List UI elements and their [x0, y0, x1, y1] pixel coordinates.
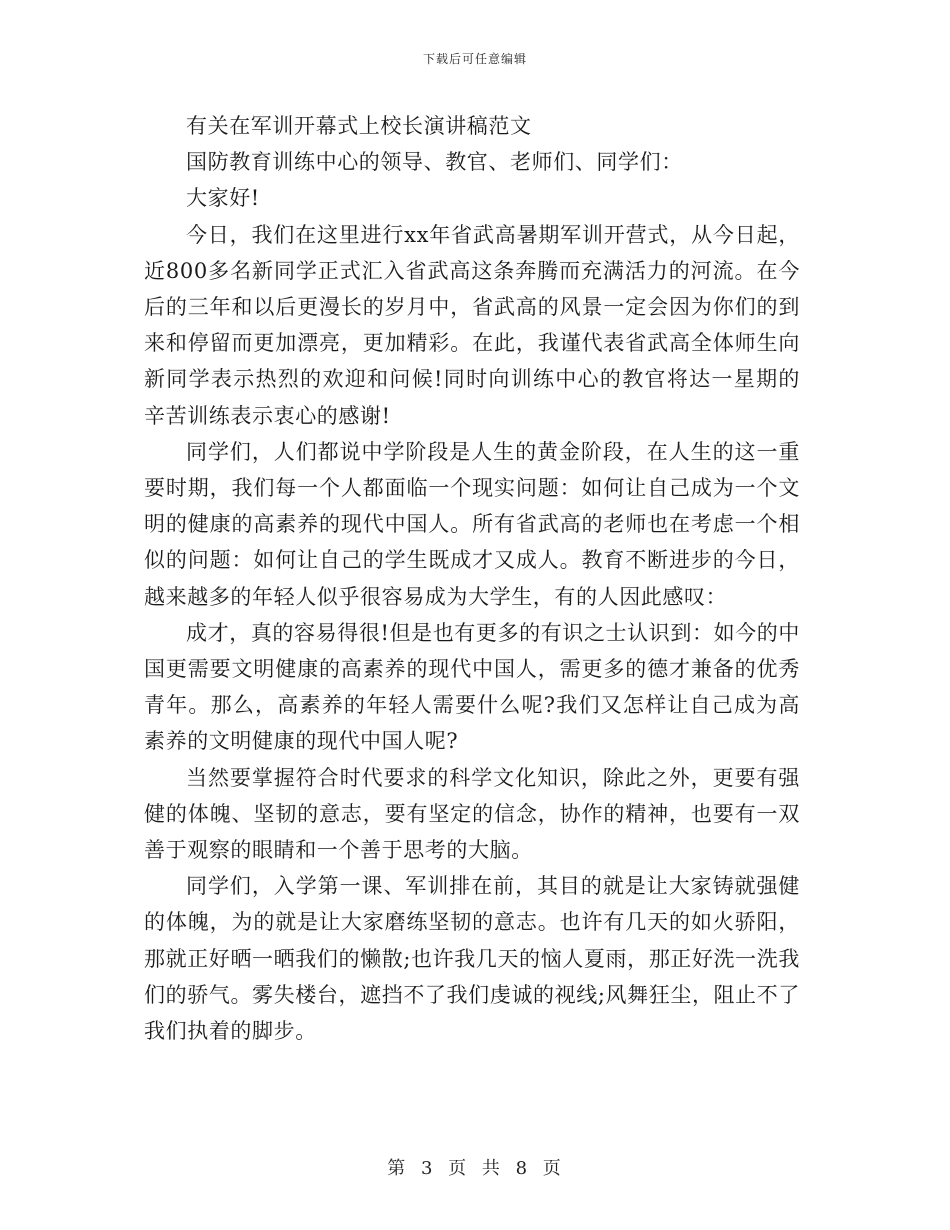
current-page-number: 3 — [420, 1158, 435, 1179]
page-label-mid: 页 — [448, 1158, 469, 1179]
total-label: 共 — [481, 1158, 502, 1179]
paragraph: 今日，我们在这里进行xx年省武高暑期军训开营式，从今日起，近800多名新同学正式汇入省武高这条奔腾而充满活力的河流。在今后的三年和以后更漫长的岁月中，省武高的风景一定会因为你们的到来和停留而更加漂亮，更加精彩。在此，我谨代表省武高全体师生向新同学表示热烈的欢迎和问候!同时向训练中心的教官将达一星期的辛苦训练表示衷心的感谢! — [144, 222, 800, 428]
paragraph: 成才，真的容易得很!但是也有更多的有识之士认识到：如今的中国更需要文明健康的高素养的现代中国人，需更多的德才兼备的优秀青年。那么，高素养的年轻人需要什么呢?我们又怎样让自己成为高素养的文明健康的现代中国人呢? — [144, 620, 800, 754]
paragraph: 当然要掌握符合时代要求的科学文化知识，除此之外，更要有强健的体魄、坚韧的意志，要有坚定的信念，协作的精神，也要有一双善于观察的眼睛和一个善于思考的大脑。 — [144, 765, 800, 863]
page-label-prefix: 第 — [387, 1158, 408, 1179]
salutation: 国防教育训练中心的领导、教官、老师们、同学们： — [186, 150, 683, 175]
greeting: 大家好! — [186, 186, 260, 211]
paragraph: 同学们，入学第一课、军训排在前，其目的就是让大家铸就强健的体魄，为的就是让大家磨练坚韧的意志。也许有几天的如火骄阳，那就正好晒一晒我们的懒散;也许我几天的恼人夏雨，那正好洗一洗我们的骄气。雾失楼台，遮挡不了我们虔诚的视线;风舞狂尘，阻止不了我们执着的脚步。 — [144, 874, 800, 1044]
page-header-note: 下载后可任意编辑 — [422, 52, 527, 66]
document-title: 有关在军训开幕式上校长演讲稿范文 — [186, 114, 532, 138]
document-body — [144, 108, 800, 1049]
total-pages-number: 8 — [515, 1158, 530, 1179]
page-number-footer — [0, 1154, 950, 1180]
paragraph: 同学们，人们都说中学阶段是人生的黄金阶段，在人生的这一重要时期，我们每一个人都面临一个现实问题：如何让自己成为一个文明的健康的高素养的现代中国人。所有省武高的老师也在考虑一个相似的问题：如何让自己的学生既成才又成人。教育不断进步的今日，越来越多的年轻人似乎很容易成为大学生，有的人因此感叹： — [144, 439, 800, 609]
page-label-suffix: 页 — [542, 1158, 563, 1179]
